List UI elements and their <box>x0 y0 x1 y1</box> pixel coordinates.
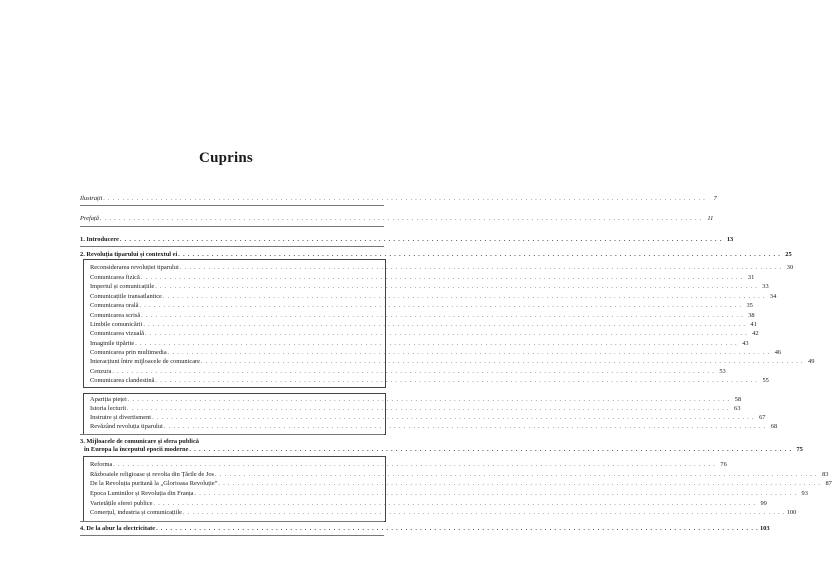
toc-entry-label: Comunicarea scrisă <box>90 312 141 319</box>
toc-entry-page: 68 <box>770 423 778 430</box>
dot-leader: . . . . . . . . . . . . . . . . . . . . . . . . . . . . . . . . . . . . . . . . . . . . . . . . . . . . . . . . . . . . . . . . . . . . . . . . . . . . . . . . . . . . . . . . . . . . . . . . . . . . . . . . . . . . . . . . . . . . . . . . . . . . . . <box>140 275 744 281</box>
dot-leader: . . . . . . . . . . . . . . . . . . . . . . . . . . . . . . . . . . . . . . . . . . . . . . . . . . . . . . . . . . . . . . . . . . . . . . . . . . . . . . . . . . . . . . . . . . . . . . . . . . . . . . . . . . . . . . . . . . . . . . . . . . . . . . <box>156 526 759 532</box>
toc-entry-prefata[interactable] <box>80 215 714 223</box>
toc-entry[interactable] <box>90 312 755 320</box>
toc-entry[interactable] <box>90 396 742 404</box>
toc-entry[interactable] <box>90 471 829 479</box>
toc-entry[interactable] <box>90 368 726 376</box>
divider <box>80 535 384 536</box>
toc-entry[interactable] <box>90 302 753 310</box>
toc-entry-page: 87 <box>825 480 832 487</box>
toc-entry[interactable] <box>90 423 778 431</box>
toc-entry-page: 43 <box>742 340 749 347</box>
toc-entry-page: 30 <box>786 264 794 271</box>
toc-entry-label: 1. Introducere <box>80 236 119 243</box>
dot-leader: . . . . . . . . . . . . . . . . . . . . . . . . . . . . . . . . . . . . . . . . . . . . . . . . . . . . . . . . . . . . . . . . . . . . . . . . . . . . . . . . . . . . . . . . . . . . . . . . . . . . . . . . . . . . . . . . . . . . . . . . . . . . . . <box>218 481 821 487</box>
dot-leader: . . . . . . . . . . . . . . . . . . . . . . . . . . . . . . . . . . . . . . . . . . . . . . . . . . . . . . . . . . . . . . . . . . . . . . . . . . . . . . . . . . . . . . . . . . . . . . . . . . . . . . . . . . . . . . . . . . . . . . . . . . . . . . <box>178 252 781 258</box>
dot-leader: . . . . . . . . . . . . . . . . . . . . . . . . . . . . . . . . . . . . . . . . . . . . . . . . . . . . . . . . . . . . . . . . . . . . . . . . . . . . . . . . . . . . . . . . . . . . . . . . . . . . . . . . . . . . . . . . . . . . . . . . . . . . . . <box>141 313 744 319</box>
toc-entry-label: Comunicațiile transatlantice <box>90 293 162 300</box>
dot-leader: . . . . . . . . . . . . . . . . . . . . . . . . . . . . . . . . . . . . . . . . . . . . . . . . . . . . . . . . . . . . . . . . . . . . . . . . . . . . . . . . . . . . . . . . . . . . . . . . . . . . . . . . . . . . . . . . . . . . . . . . . . . . . . <box>201 359 804 365</box>
toc-entry-page: 58 <box>734 396 742 403</box>
dot-leader: . . . . . . . . . . . . . . . . . . . . . . . . . . . . . . . . . . . . . . . . . . . . . . . . . . . . . . . . . . . . . . . . . . . . . . . . . . . . . . . . . . . . . . . . . . . . . . . . . . . . . . . . . . . . . . . . . . . . . . . . . . . . . . <box>163 424 767 430</box>
toc-entry-page: 99 <box>760 500 767 507</box>
toc-chapter-2[interactable] <box>80 251 792 259</box>
toc-entry-label: Comunicarea vizuală <box>90 330 145 337</box>
toc-entry-page: 53 <box>719 368 726 375</box>
toc-entry[interactable] <box>90 293 777 301</box>
toc-entry-label: Epoca Luminilor și Revoluția din Franța <box>90 490 194 497</box>
toc-entry-page: 75 <box>796 446 803 453</box>
toc-entry-page: 34 <box>769 293 777 300</box>
toc-entry-label: Cenzura <box>90 368 112 375</box>
toc-entry-label: Reforma <box>90 461 113 468</box>
toc-entry[interactable] <box>90 490 808 498</box>
toc-entry[interactable] <box>90 340 749 348</box>
toc-chapter-3[interactable] <box>80 438 384 446</box>
dot-leader: . . . . . . . . . . . . . . . . . . . . . . . . . . . . . . . . . . . . . . . . . . . . . . . . . . . . . . . . . . . . . . . . . . . . . . . . . . . . . . . . . . . . . . . . . . . . . . . . . . . . . . . . . . . . . . . . . . . . . . . . . . . . . . <box>153 501 756 507</box>
toc-entry[interactable] <box>90 405 741 413</box>
toc-entry[interactable] <box>90 274 755 282</box>
dot-leader: . . . . . . . . . . . . . . . . . . . . . . . . . . . . . . . . . . . . . . . . . . . . . . . . . . . . . . . . . . . . . . . . . . . . . . . . . . . . . . . . . . . . . . . . . . . . . . . . . . . . . . . . . . . . . . . . . . . . . . . . . . . . . . <box>127 397 731 403</box>
dot-leader: . . . . . . . . . . . . . . . . . . . . . . . . . . . . . . . . . . . . . . . . . . . . . . . . . . . . . . . . . . . . . . . . . . . . . . . . . . . . . . . . . . . . . . . . . . . . . . . . . . . . . . . . . . . . . . . . . . . . . . . . . . . . . . <box>145 331 748 337</box>
toc-entry-page: 41 <box>750 321 757 328</box>
dot-leader: . . . . . . . . . . . . . . . . . . . . . . . . . . . . . . . . . . . . . . . . . . . . . . . . . . . . . . . . . . . . . . . . . . . . . . . . . . . . . . . . . . . . . . . . . . . . . . . . . . . . . . . . . . . . . . . . . . . . . . . . . . . . . . <box>155 378 758 384</box>
toc-chapter-4[interactable] <box>80 525 770 533</box>
dot-leader: . . . . . . . . . . . . . . . . . . . . . . . . . . . . . . . . . . . . . . . . . . . . . . . . . . . . . . . . . . . . . . . . . . . . . . . . . . . . . . . . . . . . . . . . . . . . . . . . . . . . . . . . . . . . . . . . . . . . . . . . . . . . . . <box>155 284 758 290</box>
toc-entry-label: Războaiele religioase și revolta din Țările de Jos <box>90 471 215 478</box>
toc-entry-label: Apariția pieței <box>90 396 127 403</box>
toc-entry[interactable] <box>90 349 782 357</box>
toc-entry-label: Interacțiuni între mijloacele de comunicare <box>90 358 201 365</box>
toc-entry-label: Ilustrații <box>80 195 103 202</box>
toc-entry-page: 31 <box>747 274 755 281</box>
page-title: Cuprins <box>199 150 253 166</box>
toc-entry[interactable] <box>90 321 757 329</box>
toc-entry[interactable] <box>90 330 759 338</box>
dot-leader: . . . . . . . . . . . . . . . . . . . . . . . . . . . . . . . . . . . . . . . . . . . . . . . . . . . . . . . . . . . . . . . . . . . . . . . . . . . . . . . . . . . . . . . . . . . . . . . . . . . . . . . . . . . . . . . . . . . . . . . . . . . . . . <box>143 322 746 328</box>
toc-entry-label: Prefață <box>80 215 99 222</box>
toc-entry-label: Comunicarea fizică <box>90 274 140 281</box>
toc-entry-page: 63 <box>734 405 741 412</box>
dot-leader: . . . . . . . . . . . . . . . . . . . . . . . . . . . . . . . . . . . . . . . . . . . . . . . . . . . . . . . . . . . . . . . . . . . . . . . . . . . . . . . . . . . . . . . . . . . . . . . . . . . . . . . . . . . . . . . . . . . . . . . . . . . . . . <box>194 491 797 497</box>
toc-entry-label: Varietățile sferei publice <box>90 500 153 507</box>
toc-entry[interactable] <box>90 509 797 517</box>
toc-entry-label: De la Revoluția puritană la „Glorioasa Revoluție” <box>90 480 218 487</box>
toc-entry-label: 3. Mijloacele de comunicare și sfera publică <box>80 438 199 445</box>
toc-entry-label: 4. De la abur la electricitate <box>80 525 156 532</box>
toc-entry-page: 103 <box>759 525 770 532</box>
toc-entry-label: Comunicarea clandestină <box>90 377 155 384</box>
dot-leader: . . . . . . . . . . . . . . . . . . . . . . . . . . . . . . . . . . . . . . . . . . . . . . . . . . . . . . . . . . . . . . . . . . . . . . . . . . . . . . . . . . . . . . . . . . . . . . . . . . . . . . . . . . . . . . . . . . . . . . . . . . . . . . <box>162 294 766 300</box>
divider <box>80 434 384 435</box>
dot-leader: . . . . . . . . . . . . . . . . . . . . . . . . . . . . . . . . . . . . . . . . . . . . . . . . . . . . . . . . . . . . . . . . . . . . . . . . . . . . . . . . . . . . . . . . . . . . . . . . . . . . . . . . . . . . . . . . . . . . . . . . . . . . . . <box>103 196 706 202</box>
dot-leader: . . . . . . . . . . . . . . . . . . . . . . . . . . . . . . . . . . . . . . . . . . . . . . . . . . . . . . . . . . . . . . . . . . . . . . . . . . . . . . . . . . . . . . . . . . . . . . . . . . . . . . . . . . . . . . . . . . . . . . . . . . . . . . <box>135 341 738 347</box>
toc-entry-label: Limbile comunicării <box>90 321 143 328</box>
toc-entry[interactable] <box>90 283 769 291</box>
toc-entry-page: 42 <box>752 330 759 337</box>
toc-entry[interactable] <box>90 500 767 508</box>
toc-entry-label: Comunicarea orală <box>90 302 139 309</box>
toc-entry[interactable] <box>90 264 794 272</box>
toc-entry-page: 93 <box>801 490 808 497</box>
toc-entry-page: 13 <box>726 236 734 243</box>
toc-entry[interactable] <box>90 377 769 385</box>
dot-leader: . . . . . . . . . . . . . . . . . . . . . . . . . . . . . . . . . . . . . . . . . . . . . . . . . . . . . . . . . . . . . . . . . . . . . . . . . . . . . . . . . . . . . . . . . . . . . . . . . . . . . . . . . . . . . . . . . . . . . . . . . . . . . . <box>215 472 818 478</box>
toc-entry-page: 35 <box>746 302 753 309</box>
divider <box>80 205 384 206</box>
dot-leader: . . . . . . . . . . . . . . . . . . . . . . . . . . . . . . . . . . . . . . . . . . . . . . . . . . . . . . . . . . . . . . . . . . . . . . . . . . . . . . . . . . . . . . . . . . . . . . . . . . . . . . . . . . . . . . . . . . . . . . . . . . . . . . <box>189 447 792 453</box>
dot-leader: . . . . . . . . . . . . . . . . . . . . . . . . . . . . . . . . . . . . . . . . . . . . . . . . . . . . . . . . . . . . . . . . . . . . . . . . . . . . . . . . . . . . . . . . . . . . . . . . . . . . . . . . . . . . . . . . . . . . . . . . . . . . . . <box>179 265 783 271</box>
toc-entry-label: 2. Revoluția tiparului și contextul ei <box>80 251 178 258</box>
divider <box>80 246 384 247</box>
toc-entry[interactable] <box>90 358 815 366</box>
dot-leader: . . . . . . . . . . . . . . . . . . . . . . . . . . . . . . . . . . . . . . . . . . . . . . . . . . . . . . . . . . . . . . . . . . . . . . . . . . . . . . . . . . . . . . . . . . . . . . . . . . . . . . . . . . . . . . . . . . . . . . . . . . . . . . <box>119 237 723 243</box>
toc-entry-page: 55 <box>762 377 769 384</box>
toc-entry-label: Comerțul, industria și comunicațiile <box>90 509 182 516</box>
toc-entry[interactable] <box>90 461 727 469</box>
dot-leader: . . . . . . . . . . . . . . . . . . . . . . . . . . . . . . . . . . . . . . . . . . . . . . . . . . . . . . . . . . . . . . . . . . . . . . . . . . . . . . . . . . . . . . . . . . . . . . . . . . . . . . . . . . . . . . . . . . . . . . . . . . . . . . <box>99 216 703 222</box>
toc-entry-page: 76 <box>720 461 727 468</box>
toc-entry-label: Istoria lecturii <box>90 405 127 412</box>
dot-leader: . . . . . . . . . . . . . . . . . . . . . . . . . . . . . . . . . . . . . . . . . . . . . . . . . . . . . . . . . . . . . . . . . . . . . . . . . . . . . . . . . . . . . . . . . . . . . . . . . . . . . . . . . . . . . . . . . . . . . . . . . . . . . . <box>152 415 755 421</box>
divider <box>80 521 384 522</box>
toc-entry-label: în Europa la începutul epocii moderne <box>84 446 189 453</box>
toc-entry-label: Revăzând revoluția tiparului <box>90 423 163 430</box>
toc-entry-label: Imperiul și comunicațiile <box>90 283 155 290</box>
toc-entry-page: 49 <box>808 358 815 365</box>
dot-leader: . . . . . . . . . . . . . . . . . . . . . . . . . . . . . . . . . . . . . . . . . . . . . . . . . . . . . . . . . . . . . . . . . . . . . . . . . . . . . . . . . . . . . . . . . . . . . . . . . . . . . . . . . . . . . . . . . . . . . . . . . . . . . . <box>182 510 786 516</box>
toc-entry-page: 7 <box>713 195 717 202</box>
toc-entry-label: Instruire și divertisment <box>90 414 152 421</box>
toc-entry-page: 11 <box>707 215 714 222</box>
toc-entry[interactable] <box>90 480 832 488</box>
toc-entry-page: 46 <box>774 349 782 356</box>
toc-entry-page: 100 <box>786 509 797 516</box>
toc-entry-page: 33 <box>762 283 769 290</box>
toc-entry-page: 83 <box>822 471 829 478</box>
divider <box>80 226 384 227</box>
toc-entry-page: 67 <box>759 414 766 421</box>
toc-entry-page: 25 <box>785 251 792 258</box>
dot-leader: . . . . . . . . . . . . . . . . . . . . . . . . . . . . . . . . . . . . . . . . . . . . . . . . . . . . . . . . . . . . . . . . . . . . . . . . . . . . . . . . . . . . . . . . . . . . . . . . . . . . . . . . . . . . . . . . . . . . . . . . . . . . . . <box>113 462 716 468</box>
toc-entry-page: 38 <box>748 312 755 319</box>
toc-entry-label: Imaginile tipărite <box>90 340 135 347</box>
toc-chapter-1[interactable] <box>80 236 734 244</box>
toc-entry-label: Reconsiderarea revoluției tiparului <box>90 264 179 271</box>
dot-leader: . . . . . . . . . . . . . . . . . . . . . . . . . . . . . . . . . . . . . . . . . . . . . . . . . . . . . . . . . . . . . . . . . . . . . . . . . . . . . . . . . . . . . . . . . . . . . . . . . . . . . . . . . . . . . . . . . . . . . . . . . . . . . . <box>127 406 730 412</box>
toc-entry-label: Comunicarea prin multimedia <box>90 349 167 356</box>
toc-entry-ilustratii[interactable] <box>80 195 717 203</box>
dot-leader: . . . . . . . . . . . . . . . . . . . . . . . . . . . . . . . . . . . . . . . . . . . . . . . . . . . . . . . . . . . . . . . . . . . . . . . . . . . . . . . . . . . . . . . . . . . . . . . . . . . . . . . . . . . . . . . . . . . . . . . . . . . . . . <box>112 369 715 375</box>
dot-leader: . . . . . . . . . . . . . . . . . . . . . . . . . . . . . . . . . . . . . . . . . . . . . . . . . . . . . . . . . . . . . . . . . . . . . . . . . . . . . . . . . . . . . . . . . . . . . . . . . . . . . . . . . . . . . . . . . . . . . . . . . . . . . . <box>167 350 771 356</box>
toc-chapter-3-continued[interactable] <box>84 446 803 454</box>
toc-entry[interactable] <box>90 414 766 422</box>
dot-leader: . . . . . . . . . . . . . . . . . . . . . . . . . . . . . . . . . . . . . . . . . . . . . . . . . . . . . . . . . . . . . . . . . . . . . . . . . . . . . . . . . . . . . . . . . . . . . . . . . . . . . . . . . . . . . . . . . . . . . . . . . . . . . . <box>139 303 742 309</box>
